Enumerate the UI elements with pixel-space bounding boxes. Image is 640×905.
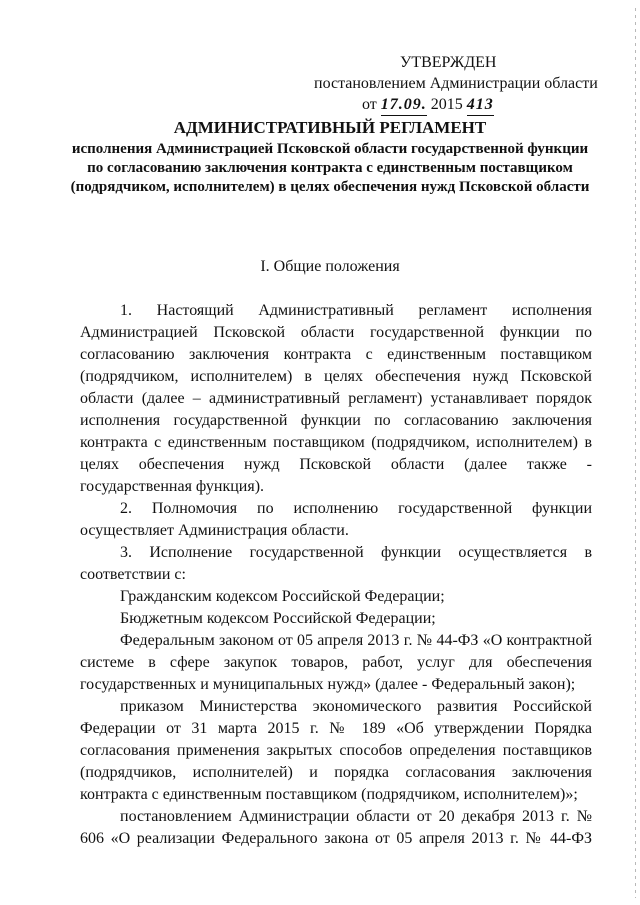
document-title: АДМИНИСТРАТИВНЫЙ РЕГЛАМЕНТ (173, 118, 487, 137)
document-subtitle: исполнения Администрацией Псковской области государственной функции по согласованию заключения контракта с единственным поставщиком (подрядчиком, исполнителем) в целях обеспечения нужд Псковской области (70, 141, 590, 195)
handwritten-date: 17.09. (381, 94, 427, 116)
approval-line: постановлением Администрации области (314, 75, 598, 92)
approval-year: 2015 (430, 96, 463, 113)
paragraph-2: 2. Полномочия по исполнению государственной функции осуществляет Администрация области. (80, 500, 592, 539)
handwritten-number: 413 (467, 94, 494, 116)
paragraph-1: 1. Настоящий Административный регламент исполнения Администрацией Псковской области государственной функции по согласованию заключения контракта с единственным поставщиком (подрядчиком, исполнителем) в целях обеспечения нужд Псковской области (далее – административный регламент) устанавливает порядок исполнения государственной функции по согласованию заключения контракта с единственным поставщиком (подрядчиком, исполнителем) в целях обеспечения нужд Псковской области (далее также - государственная функция). (80, 302, 592, 495)
date-prefix: от (362, 96, 377, 113)
paragraph-3: 3. Исполнение государственной функции осуществляется в соответствии с: (80, 544, 592, 583)
paragraph-7: приказом Министерства экономического развития Российской Федерации от 31 марта 2015 г. № 189 «Об утверждении Порядка согласования применения закрытых способов определения поставщиков (подрядчиков, исполнителей) и порядка согласования заключения контракта с единственным поставщиком (подрядчиком, исполнителем)»; (80, 698, 592, 803)
paragraph-6: Федеральным законом от 05 апреля 2013 г. № 44-ФЗ «О контрактной системе в сфере закупок товаров, работ, услуг для обеспечения государственных и муниципальных нужд» (далее - Федеральный закон); (80, 632, 592, 693)
paragraph-4: Гражданским кодексом Российской Федерации; (120, 588, 445, 605)
document-body (80, 300, 592, 850)
section-heading: I. Общие положения (260, 258, 400, 275)
paragraph-5: Бюджетным кодексом Российской Федерации; (120, 610, 436, 627)
paragraph-8: постановлением Администрации области от 20 декабря 2013 г. № 606 «О реализации Федерального закона от 05 апреля 2013 г. № 44-ФЗ (80, 808, 592, 847)
scan-edge (635, 8, 636, 898)
approval-title: УТВЕРЖДЕН (400, 54, 497, 71)
approval-date (362, 94, 494, 116)
